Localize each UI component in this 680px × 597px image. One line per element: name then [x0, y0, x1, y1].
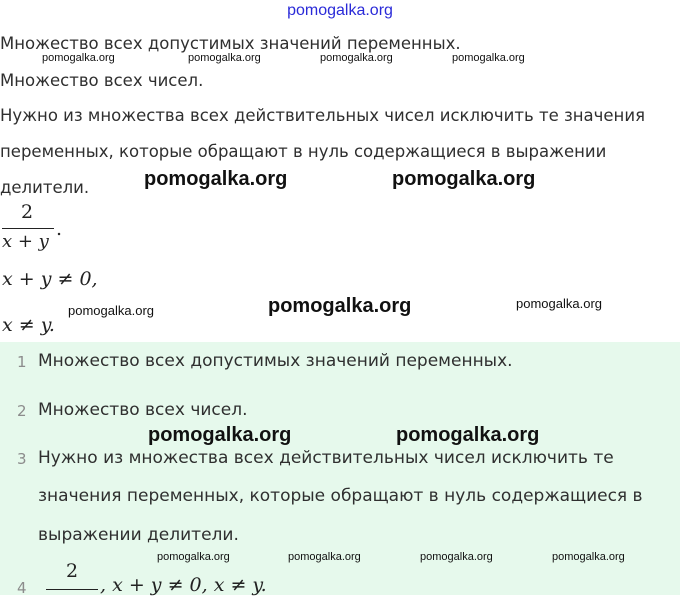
equation-sum-not-zero: x + y ≠ 0,	[2, 268, 98, 290]
fraction-bar	[2, 228, 54, 229]
step-number: 3	[17, 450, 27, 468]
step-number: 2	[17, 402, 27, 420]
step-text: Нужно из множества всех действительных чисел исключить те	[38, 448, 614, 468]
equation-x-not-y: x ≠ y.	[2, 314, 55, 336]
step-text: выражении делители.	[38, 525, 239, 545]
step-number: 4	[17, 579, 27, 597]
site-header-link[interactable]: pomogalka.org	[287, 2, 393, 19]
step-number: 1	[17, 353, 27, 371]
fraction-period: .	[56, 218, 63, 240]
watermark: pomogalka.org	[42, 52, 115, 64]
watermark: pomogalka.org	[420, 551, 493, 563]
watermark: pomogalka.org	[516, 296, 602, 311]
text-line-domain: Множество всех допустимых значений переменных.	[0, 34, 461, 53]
watermark: pomogalka.org	[552, 551, 625, 563]
step-inequalities: , x + y ≠ 0, x ≠ y.	[100, 574, 267, 596]
fraction-bar	[46, 589, 98, 590]
watermark: pomogalka.org	[288, 551, 361, 563]
answer-steps-panel	[0, 342, 680, 595]
fraction-denominator: x + y	[2, 231, 49, 252]
watermark: pomogalka.org	[396, 424, 540, 446]
watermark: pomogalka.org	[148, 424, 292, 446]
watermark: pomogalka.org	[268, 295, 412, 317]
text-line-all-numbers: Множество всех чисел.	[0, 71, 204, 90]
text-line-explanation-1: Нужно из множества всех действительных чисел исключить те значения	[0, 106, 645, 125]
step-text: Множество всех чисел.	[38, 400, 248, 420]
watermark: pomogalka.org	[144, 168, 288, 190]
fraction-numerator: 2	[21, 201, 34, 223]
watermark: pomogalka.org	[392, 168, 536, 190]
watermark: pomogalka.org	[68, 303, 154, 318]
watermark: pomogalka.org	[452, 52, 525, 64]
text-line-explanation-2: переменных, которые обращают в нуль содержащиеся в выражении	[0, 142, 607, 161]
step-text: значения переменных, которые обращают в нуль содержащиеся в	[38, 486, 643, 506]
text-line-explanation-3: делители.	[0, 178, 90, 197]
fraction-numerator: 2	[66, 560, 79, 582]
watermark: pomogalka.org	[320, 52, 393, 64]
step-text: Множество всех допустимых значений переменных.	[38, 351, 513, 371]
watermark: pomogalka.org	[157, 551, 230, 563]
watermark: pomogalka.org	[188, 52, 261, 64]
